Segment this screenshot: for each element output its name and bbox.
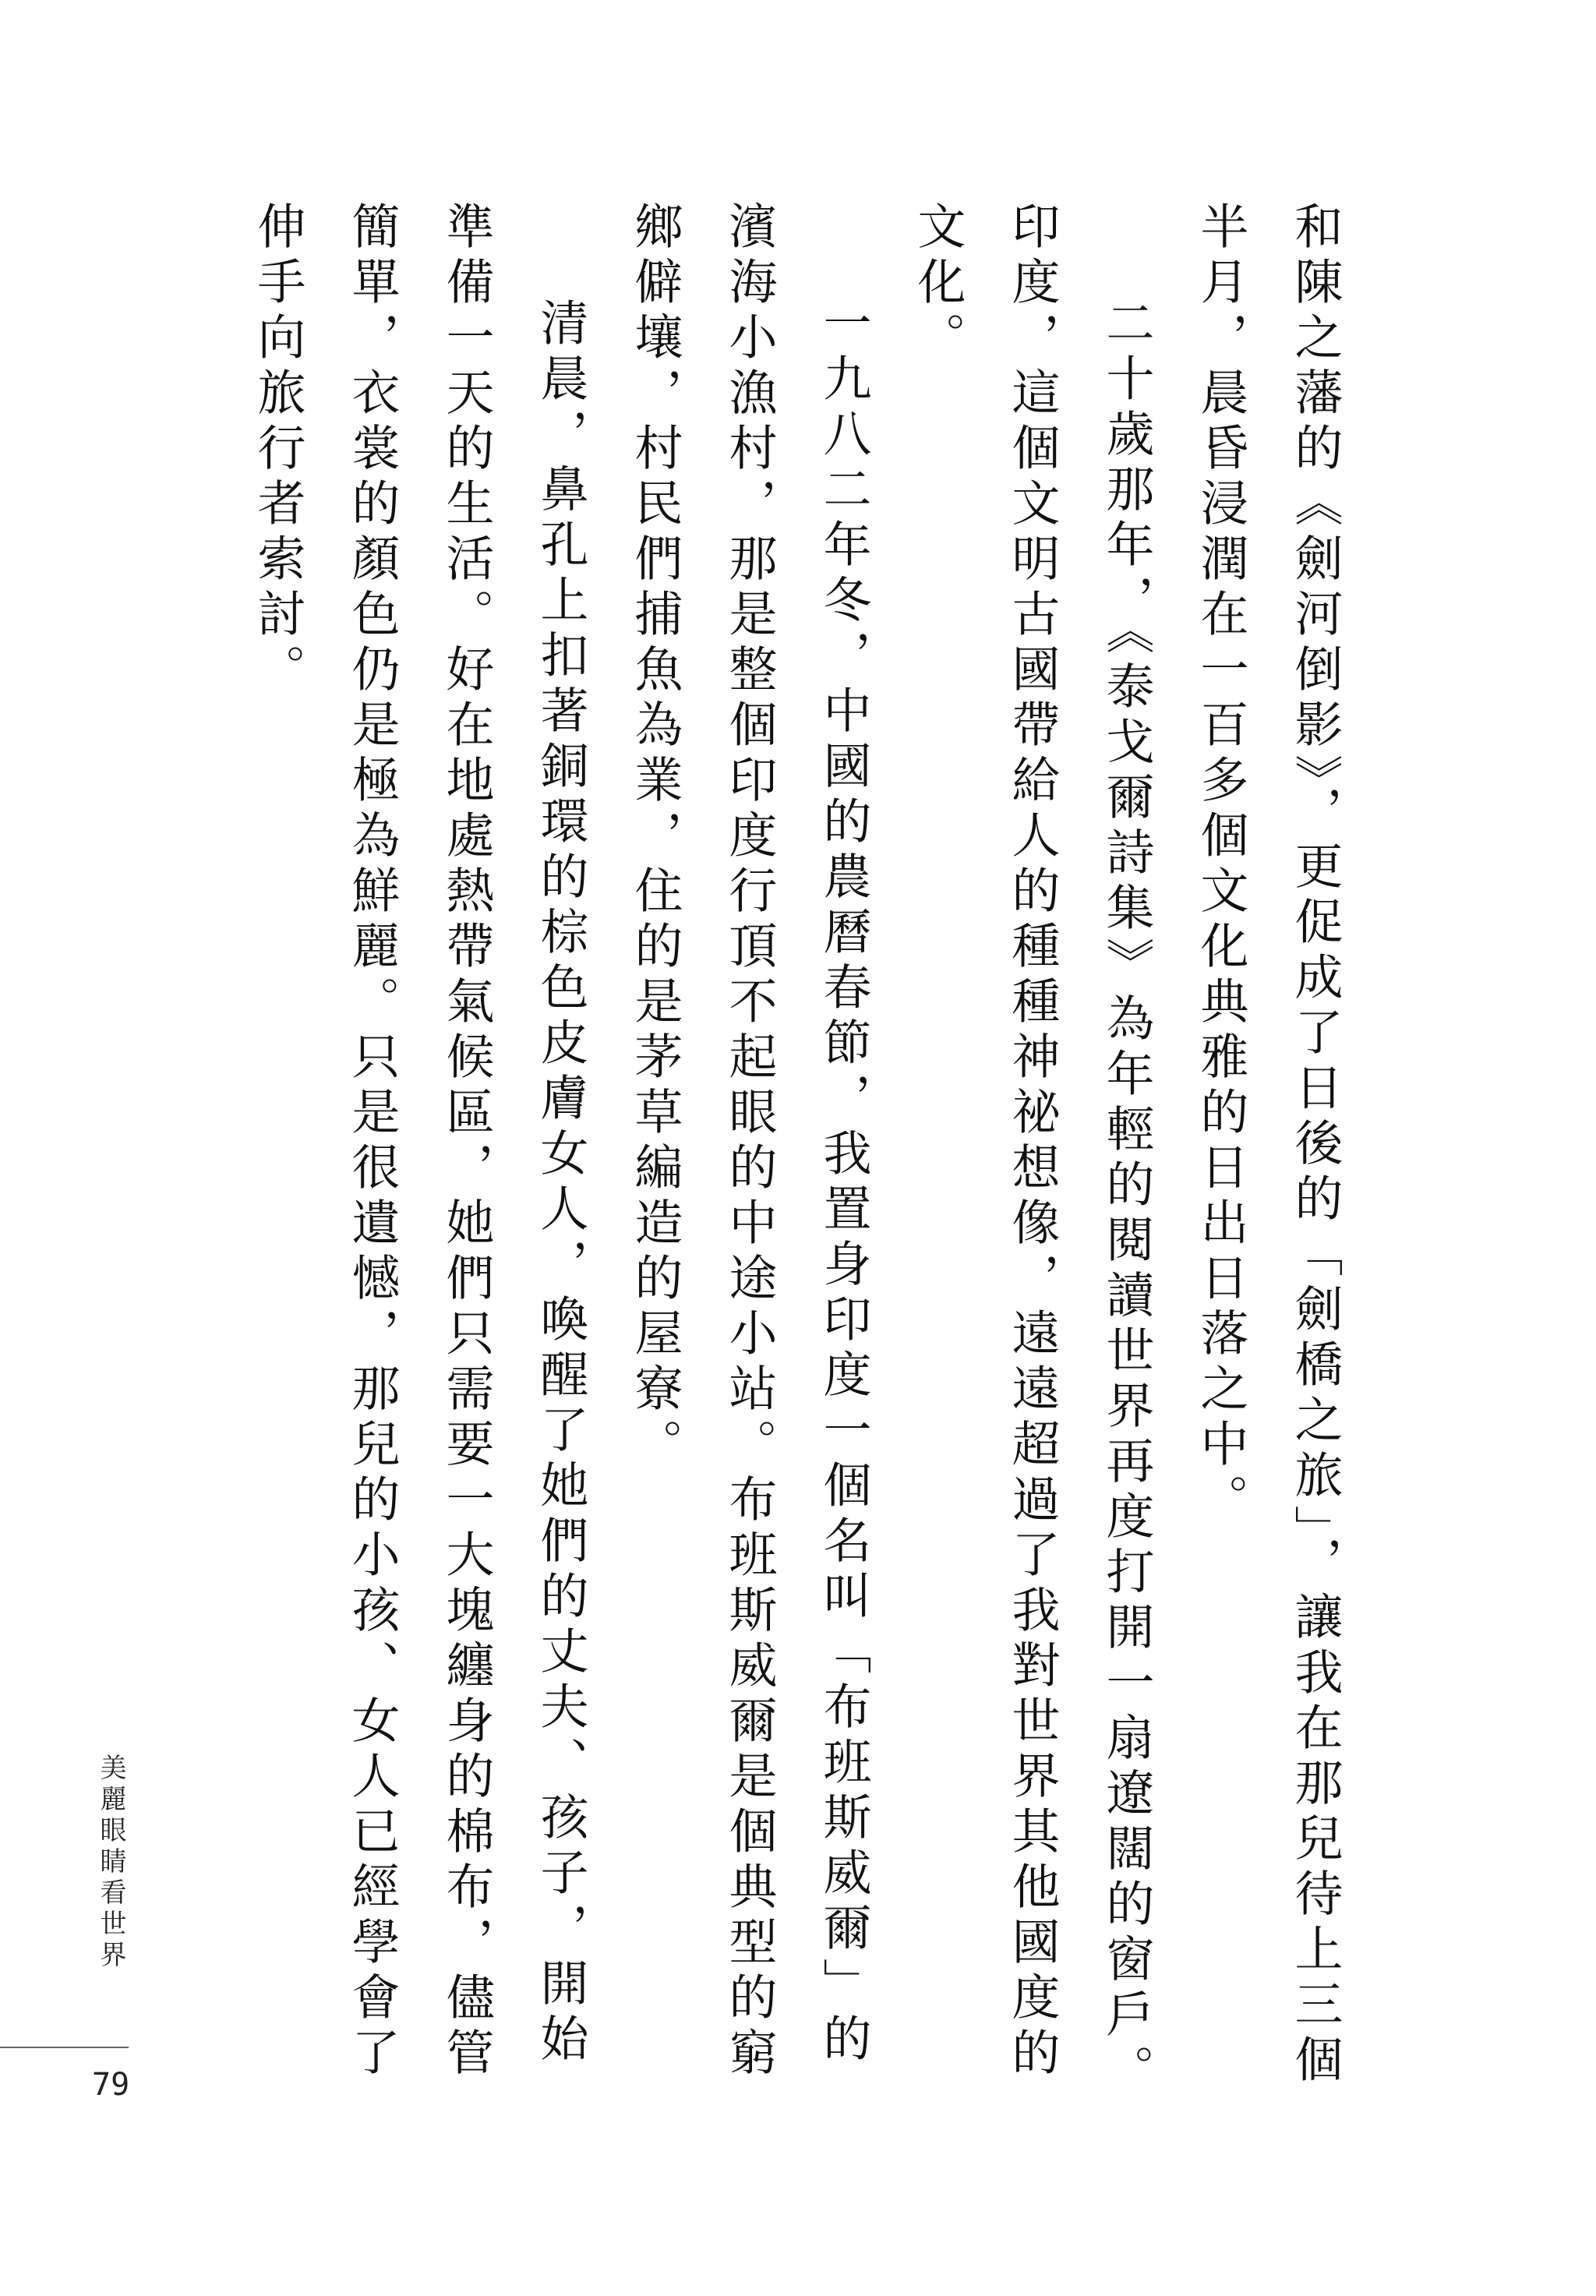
paragraph-morning: 清晨，鼻孔上扣著銅環的棕色皮膚女人，喚醒了她們的丈夫、孩子，開始準備一天的生活。好在地處熱帶氣候區，她們只需要一大塊纏身的棉布，儘管簡單，衣裳的顏色仍是極為鮮麗。只是很遺憾，那兒的小孩、女人已經學會了伸手向旅行者索討。: [249, 201, 589, 2082]
body-text: [193, 201, 1362, 2103]
paragraph-bhubaneswar: 一九八二年冬，中國的農曆春節，我置身印度一個名叫「布班斯威爾」的濱海小漁村，那是整個印度行頂不起眼的中途小站。布班斯威爾是個典型的窮鄉僻壤，村民們捕魚為業，住的是茅草編造的屋寮。: [627, 201, 872, 2082]
page-number: 79: [92, 2067, 130, 2103]
running-title: 美麗眼睛看世界: [95, 1754, 126, 1972]
paragraph-tagore: 二十歲那年，《泰戈爾詩集》為年輕的閱讀世界再度打開一扇遼闊的窗戶。印度，這個文明古國帶給人的種種神祕想像，遠遠超過了我對世界其他國度的文化。: [909, 201, 1155, 2100]
paragraph-continuation: 和陳之藩的《劍河倒影》，更促成了日後的「劍橋之旅」，讓我在那兒待上三個半月，晨昏浸潤在一百多個文化典雅的日出日落之中。: [1192, 201, 1344, 2089]
folio-divider: [0, 2047, 129, 2048]
